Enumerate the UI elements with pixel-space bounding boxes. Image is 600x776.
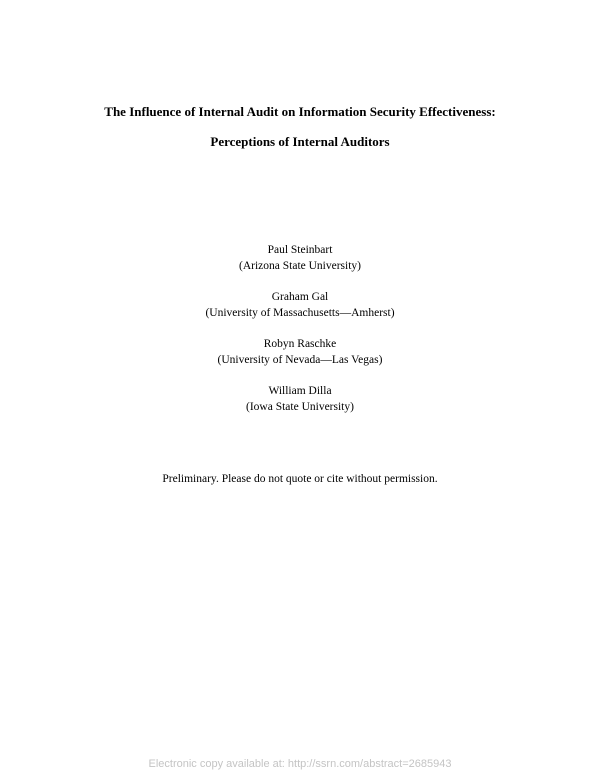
author-list [0,242,600,430]
paper-subtitle: Perceptions of Internal Auditors [210,134,390,149]
author-name: Graham Gal [271,291,329,303]
author-affiliation: (University of Nevada—Las Vegas) [217,354,383,366]
author-name: Paul Steinbart [267,244,333,256]
author-affiliation: (University of Massachusetts—Amherst) [205,307,395,319]
author-block [0,336,600,368]
author-name: Robyn Raschke [263,338,337,350]
ssrn-watermark: Electronic copy available at: http://ssrn.com/abstract=2685943 [148,758,452,770]
author-affiliation: (Arizona State University) [239,260,361,272]
paper-title: The Influence of Internal Audit on Information Security Effectiveness: [104,104,496,119]
author-affiliation: (Iowa State University) [246,401,354,413]
author-block [0,383,600,415]
preliminary-note: Preliminary. Please do not quote or cite without permission. [162,472,438,485]
author-name: William Dilla [268,385,332,397]
author-block [0,242,600,274]
author-block [0,289,600,321]
